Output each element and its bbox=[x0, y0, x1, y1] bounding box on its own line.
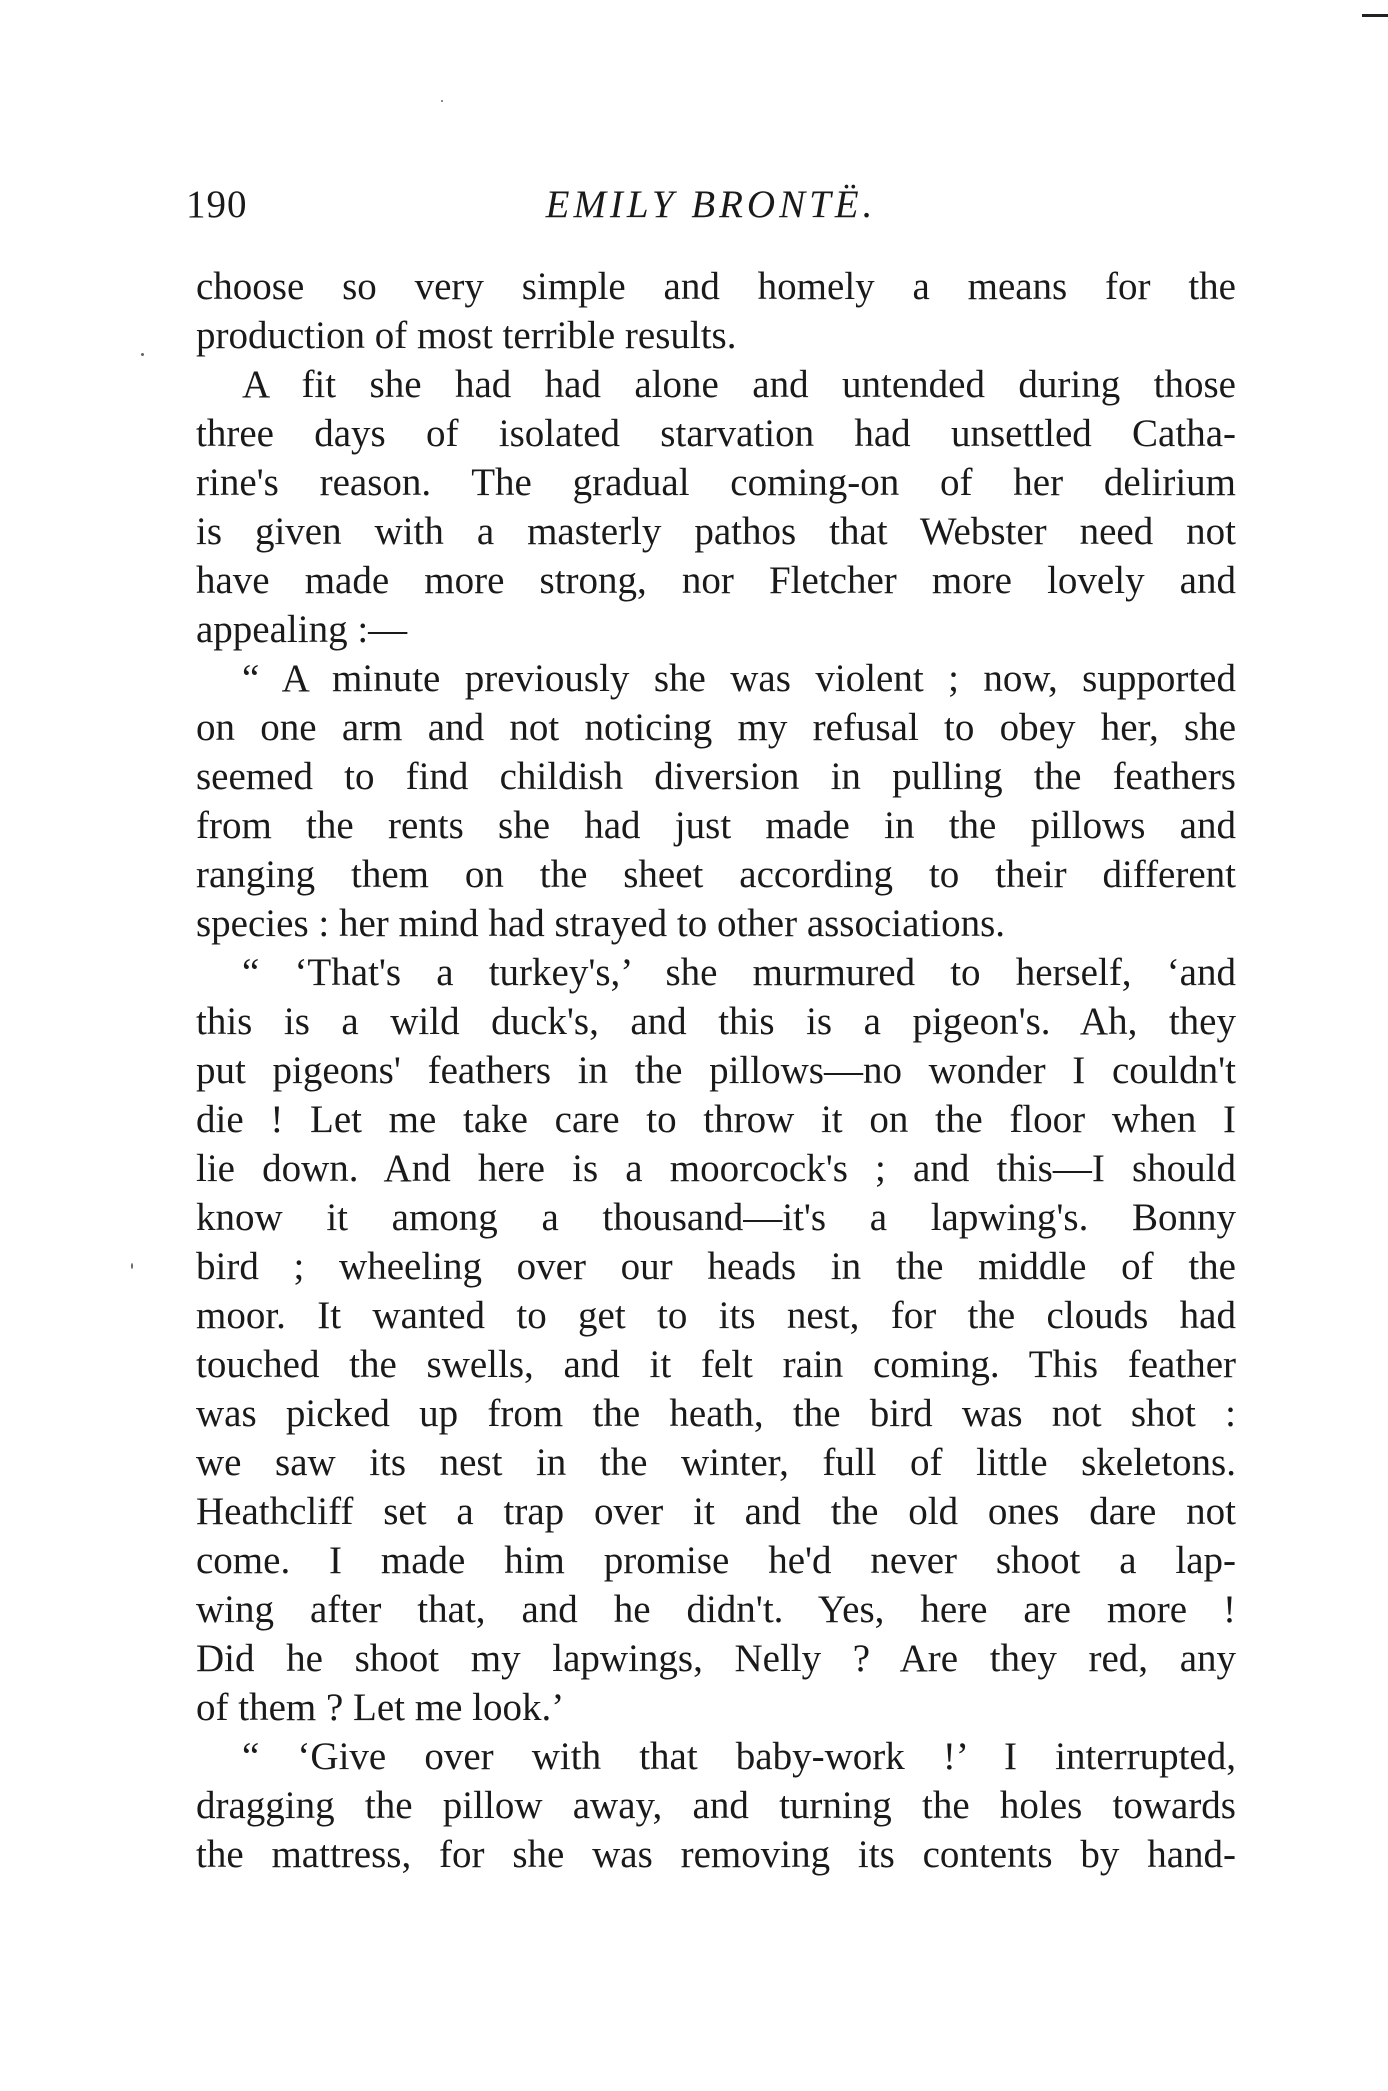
text-line: ranging them on the sheet according to their different bbox=[196, 853, 1236, 896]
text-line: touched the swells, and it felt rain coming. This feather bbox=[196, 1343, 1236, 1386]
text-line: the mattress, for she was removing its contents by hand- bbox=[196, 1833, 1236, 1876]
body-text bbox=[196, 262, 1236, 1879]
text-line: come. I made him promise he'd never shoot a lap- bbox=[196, 1539, 1236, 1582]
text-line: was picked up from the heath, the bird was not shot : bbox=[196, 1392, 1236, 1435]
text-line: “ ‘Give over with that baby-work !’ I interrupted, bbox=[242, 1735, 1236, 1778]
text-line: die ! Let me take care to throw it on the floor when I bbox=[196, 1098, 1236, 1141]
text-line: seemed to find childish diversion in pulling the feathers bbox=[196, 755, 1236, 798]
text-line: “ A minute previously she was violent ; now, supported bbox=[242, 657, 1236, 700]
text-line: wing after that, and he didn't. Yes, here are more ! bbox=[196, 1588, 1236, 1631]
text-line: appealing :— bbox=[196, 608, 408, 651]
text-line: lie down. And here is a moorcock's ; and this—I should bbox=[196, 1147, 1236, 1190]
text-line: choose so very simple and homely a means for the bbox=[196, 265, 1236, 308]
text-line: we saw its nest in the winter, full of little skeletons. bbox=[196, 1441, 1236, 1484]
text-line: “ ‘That's a turkey's,’ she murmured to herself, ‘and bbox=[242, 951, 1236, 994]
scan-speck bbox=[441, 100, 443, 102]
text-line: Did he shoot my lapwings, Nelly ? Are they red, any bbox=[196, 1637, 1236, 1680]
text-line: is given with a masterly pathos that Webster need not bbox=[196, 510, 1236, 553]
scan-speck bbox=[141, 353, 144, 356]
text-line: Heathcliff set a trap over it and the old ones dare not bbox=[196, 1490, 1236, 1533]
text-line: know it among a thousand—it's a lapwing's. Bonny bbox=[196, 1196, 1236, 1239]
text-line: have made more strong, nor Fletcher more lovely and bbox=[196, 559, 1236, 602]
text-line: species : her mind had strayed to other associations. bbox=[196, 902, 1006, 945]
scan-speck bbox=[131, 1263, 133, 1269]
text-line: of them ? Let me look.’ bbox=[196, 1686, 565, 1729]
text-line: moor. It wanted to get to its nest, for the clouds had bbox=[196, 1294, 1236, 1337]
text-line: production of most terrible results. bbox=[196, 314, 737, 357]
scan-edge-mark bbox=[1362, 14, 1388, 17]
text-line: from the rents she had just made in the pillows and bbox=[196, 804, 1236, 847]
text-line: put pigeons' feathers in the pillows—no wonder I couldn't bbox=[196, 1049, 1236, 1092]
text-line: rine's reason. The gradual coming-on of her delirium bbox=[196, 461, 1236, 504]
text-line: this is a wild duck's, and this is a pigeon's. Ah, they bbox=[196, 1000, 1236, 1043]
page-number: 190 bbox=[186, 183, 248, 226]
text-line: dragging the pillow away, and turning the holes towards bbox=[196, 1784, 1236, 1827]
text-line: three days of isolated starvation had unsettled Catha- bbox=[196, 412, 1236, 455]
text-line: bird ; wheeling over our heads in the middle of the bbox=[196, 1245, 1236, 1288]
text-line: on one arm and not noticing my refusal to obey her, she bbox=[196, 706, 1236, 749]
text-line: A fit she had had alone and untended during those bbox=[242, 363, 1236, 406]
page-header bbox=[186, 182, 1236, 242]
running-title: EMILY BRONTË. bbox=[545, 183, 877, 226]
